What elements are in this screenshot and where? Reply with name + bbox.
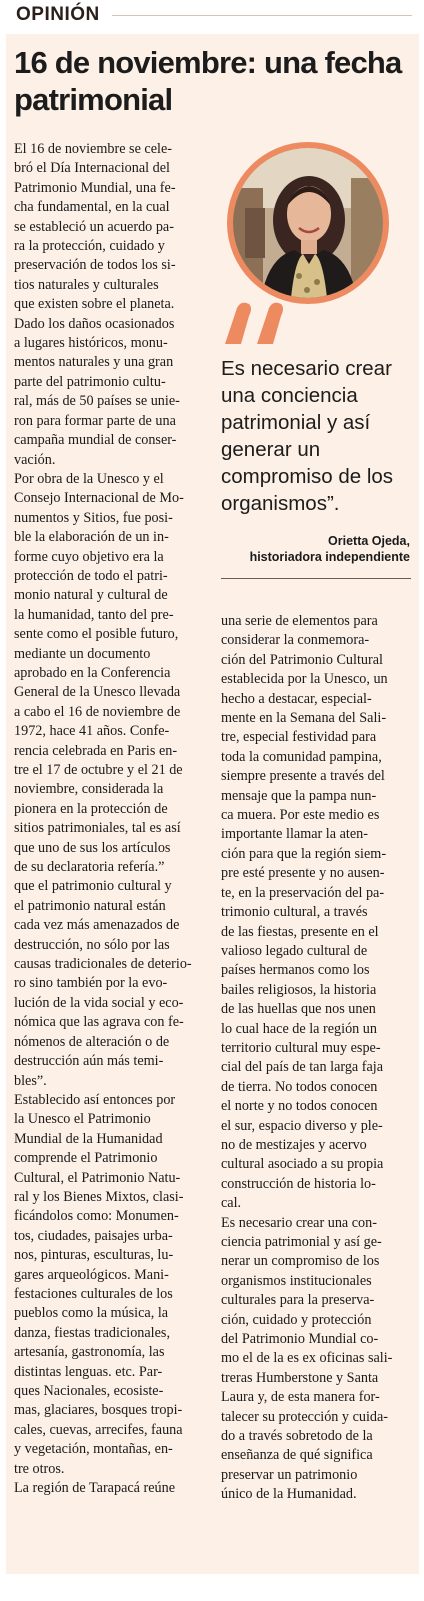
quote-attribution	[250, 533, 410, 565]
body-text-line: ble la elaboración de un in-	[14, 529, 169, 546]
body-text-line: protección de todo el patri-	[14, 567, 168, 584]
body-text-line: ral y los Bienes Mixtos, clasi-	[14, 1188, 184, 1205]
body-text-line: Consejo Internacional de Mo-	[14, 490, 184, 507]
body-text-line: rencia celebrada en Paris en-	[14, 742, 178, 759]
attribution-divider	[221, 578, 411, 579]
body-text-line: preservar un patrimonio	[221, 1466, 358, 1483]
body-text-line: pionera en la protección de	[14, 800, 168, 817]
body-text-line: destrucción aún más temi-	[14, 1053, 164, 1070]
body-text-line: organismos institucionales	[221, 1272, 372, 1289]
body-text-line: forme cuyo objetivo era la	[14, 548, 164, 565]
body-text-line: General de la Unesco llevada	[14, 684, 181, 701]
section-divider	[112, 15, 412, 16]
body-text-line: La región de Tarapacá reúne	[14, 1480, 176, 1497]
body-text-line: do a través sobretodo de la	[221, 1428, 373, 1445]
body-text-line: ra la protección, cuidado y	[14, 238, 165, 255]
body-text-line: pre esté presente y no ausen-	[221, 865, 385, 882]
body-text-line: el norte y no todos conocen	[221, 1098, 378, 1115]
body-column-left	[14, 140, 210, 1498]
body-text-line: noviembre, considerada la	[14, 781, 164, 798]
body-text-line: importante llamar la aten-	[221, 826, 368, 843]
body-text-line: la Unesco el Patrimonio	[14, 1111, 151, 1128]
author-portrait-image	[233, 148, 383, 298]
body-text-line: pueblos como la música, la	[14, 1305, 169, 1322]
pull-quote-line: organismos”.	[221, 492, 340, 515]
body-text-line: Mundial de la Humanidad	[14, 1130, 163, 1147]
body-text-line: de tierra. No todos conocen	[221, 1078, 378, 1095]
body-text-line: te, en la preservación del pa-	[221, 884, 385, 901]
body-text-line: nerar un compromiso de los	[221, 1253, 380, 1270]
body-text-line: Cultural, el Patrimonio Natu-	[14, 1169, 181, 1186]
pull-quote-line: patrimonial y así	[221, 411, 371, 434]
body-text-line: ficándolos como: Monumen-	[14, 1208, 179, 1225]
body-text-line: Es necesario crear una con-	[221, 1214, 377, 1231]
body-text-line: mo el de la es ex oficinas sali-	[221, 1350, 393, 1367]
body-text-line: cha fundamental, en la cual	[14, 199, 170, 216]
body-text-line: tios naturales y culturales	[14, 276, 159, 293]
pull-quote-line: Es necesario crear	[221, 357, 392, 380]
body-text-line: numentos y Sitios, fue posi-	[14, 509, 173, 526]
body-text-line: Por obra de la Unesco y el	[14, 470, 164, 487]
body-text-line: mensaje que la pampa nun-	[221, 787, 377, 804]
body-text-line: ro sino también por la evo-	[14, 975, 168, 992]
body-text-line: países hermanos como los	[221, 962, 370, 979]
body-text-line: único de la Humanidad.	[221, 1486, 357, 1503]
body-text-line: de las huellas que nos unen	[221, 1001, 376, 1018]
body-text-line: artesanía, gastronomía, las	[14, 1344, 165, 1361]
pull-quote	[221, 355, 416, 517]
body-text-line: hecho a destacar, especial-	[221, 690, 372, 707]
body-text-line: no de mestizajes y acervo	[221, 1136, 367, 1153]
body-text-line: el patrimonio natural están	[14, 897, 166, 914]
body-text-line: cultural asociado a su propia	[221, 1156, 384, 1173]
body-text-line: mentos naturales y una gran	[14, 354, 174, 371]
body-text-line: de su declaratoria refería.”	[14, 859, 165, 876]
pull-quote-line: una conciencia	[221, 384, 358, 407]
body-text-line: una serie de elementos para	[221, 613, 378, 629]
body-text-line: trimonio cultural, a través	[221, 904, 368, 921]
body-text-line: ron para formar parte de una	[14, 412, 176, 429]
quote-author-role: historiadora independiente	[249, 550, 410, 564]
body-column-right	[221, 612, 414, 1505]
body-text-line: causas tradicionales de deterio-	[14, 956, 192, 973]
body-text-line: culturales para la preserva-	[221, 1292, 375, 1309]
body-text-line: lo cual hace de la región un	[221, 1020, 377, 1037]
body-text-line: de las fiestas, presente en el	[221, 923, 379, 940]
quote-mark-icon	[219, 296, 289, 352]
body-text-line: nómica que las agrava con fe-	[14, 1014, 184, 1031]
body-text-line: comprende el Patrimonio	[14, 1150, 158, 1167]
body-text-line: cal.	[221, 1195, 242, 1212]
body-text-line: que el patrimonio cultural y	[14, 878, 172, 895]
body-text-line: bailes religiosos, la historia	[221, 981, 377, 998]
body-text-line: establecida por la Unesco, un	[221, 671, 388, 688]
body-text-line: sitios patrimoniales, tal es así	[14, 820, 181, 837]
author-photo	[233, 148, 383, 298]
body-text-line: vación.	[14, 451, 56, 468]
body-text-line: mediante un documento	[14, 645, 151, 662]
body-text-line: se estableció un acuerdo pa-	[14, 218, 174, 235]
body-text-line: festaciones culturales de los	[14, 1285, 173, 1302]
body-text-line: a cabo el 16 de noviembre de	[14, 703, 181, 720]
body-text-line: ca muera. Por este medio es	[221, 807, 380, 824]
body-text-line: Dado los daños ocasionados	[14, 315, 175, 332]
body-text-line: bró el Día Internacional del	[14, 160, 170, 177]
body-text-line: que existen sobre el planeta.	[14, 296, 175, 313]
body-text-line: considerar la conmemora-	[221, 632, 370, 649]
body-text-line: valioso legado cultural de	[221, 942, 368, 959]
body-text-line: que uno de sus los artículos	[14, 839, 171, 856]
body-text-line: monio natural y cultural de	[14, 587, 168, 604]
body-text-line: ques Nacionales, ecosiste-	[14, 1383, 164, 1399]
body-text-line: sente como el posible futuro,	[14, 626, 179, 643]
body-text-line: el sur, espacio diverso y ple-	[221, 1117, 383, 1134]
body-text-line: danza, fiestas tradicionales,	[14, 1324, 170, 1341]
body-text-line: mente en la Semana del Sali-	[221, 710, 387, 727]
body-text-line: ción para que la región siem-	[221, 845, 387, 862]
body-text-line: la humanidad, tanto del pre-	[14, 606, 174, 623]
body-text-line: territorio cultural muy espe-	[221, 1039, 381, 1056]
body-text-line: destrucción, no sólo por las	[14, 936, 170, 953]
body-text-line: nómenos de alteración o de	[14, 1033, 170, 1050]
body-text-line: cales, cuevas, arrecifes, fauna	[14, 1421, 183, 1438]
body-text-line: Laura y, de esta manera for-	[221, 1389, 380, 1406]
body-text-line: talecer su protección y cuida-	[221, 1408, 389, 1425]
body-text-line: campaña mundial de conser-	[14, 432, 177, 449]
body-text-line: aprobado en la Conferencia	[14, 664, 171, 681]
body-text-line: siempre presente a través del	[221, 768, 385, 785]
body-text-line: Patrimonio Mundial, una fe-	[14, 179, 176, 196]
body-text-line: ral, más de 50 países se unie-	[14, 393, 180, 410]
body-text-line: ción, cuidado y protección	[221, 1311, 372, 1328]
body-text-line: mas, glaciares, bosques tropi-	[14, 1402, 183, 1419]
body-text-line: tos, ciudades, paisajes urba-	[14, 1227, 173, 1244]
body-text-line: ción del Patrimonio Cultural	[221, 651, 383, 668]
body-text-line: El 16 de noviembre se cele-	[14, 141, 172, 157]
body-text-line: enseñanza de qué significa	[221, 1447, 373, 1464]
body-text-line: lución de la vida social y eco-	[14, 994, 184, 1011]
body-text-line: 1972, hace 41 años. Confe-	[14, 723, 170, 740]
body-text-line: bles”.	[14, 1072, 47, 1089]
body-text-line: treras Humberstone y Santa	[221, 1369, 379, 1386]
body-text-line: construcción de historia lo-	[221, 1175, 376, 1192]
body-text-line: Establecido así entonces por	[14, 1091, 176, 1108]
body-text-line: cada vez más amenazados de	[14, 917, 180, 934]
body-text-line: gares arqueológicos. Mani-	[14, 1266, 169, 1283]
article-headline: 16 de noviembre: una fecha patrimonial	[14, 45, 402, 117]
body-text-line: distintas lenguas. etc. Par-	[14, 1363, 163, 1380]
section-name: OPINIÓN	[16, 4, 100, 25]
body-text-line: tre, especial festividad para	[221, 729, 377, 746]
body-text-line: del Patrimonio Mundial co-	[221, 1331, 379, 1348]
pull-quote-line: compromiso de los	[221, 465, 394, 488]
body-text-line: toda la comunidad pampina,	[221, 748, 382, 765]
body-text-line: ciencia patrimonial y así ge-	[221, 1234, 382, 1250]
body-text-line: parte del patrimonio cultu-	[14, 373, 166, 390]
body-text-line: a lugares históricos, monu-	[14, 335, 168, 352]
body-text-line: y vegetación, montañas, en-	[14, 1441, 173, 1458]
body-text-line: preservación de todos los si-	[14, 257, 176, 274]
pull-quote-line: generar un	[221, 438, 321, 461]
body-text-line: tre el 17 de octubre y el 21 de	[14, 762, 183, 778]
quote-author-name: Orietta Ojeda,	[328, 534, 410, 548]
body-text-line: nos, pinturas, esculturas, lu-	[14, 1247, 174, 1264]
body-text-line: tre otros.	[14, 1460, 65, 1477]
body-text-line: cial del país de tan larga faja	[221, 1059, 384, 1076]
